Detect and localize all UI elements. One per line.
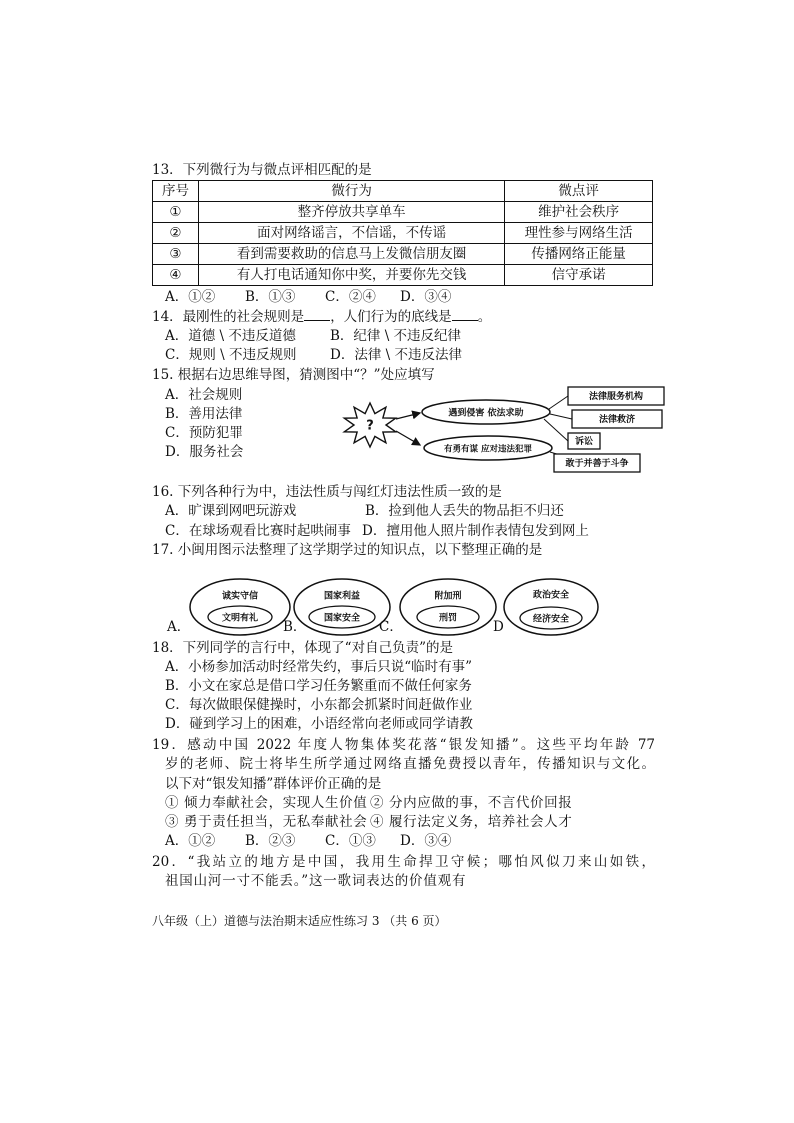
q20-stem-line: 20．“我站立的地方是中国，我用生命捍卫守候；哪怕风似刀来山如铁， (152, 854, 655, 870)
mind-map-connector (550, 414, 572, 419)
table-cell: 理性参与网络生活 (505, 223, 653, 244)
q15-option-c: C．预防犯罪 (165, 425, 243, 441)
q15-stem: 15. 根据右边思维导图，猜测图中“？”处应填写 (152, 367, 435, 383)
mind-map-arrow (396, 431, 420, 445)
q18-option-b: B．小文在家总是借口学习任务繁重而不做任何家务 (165, 678, 472, 694)
q17-a-outer-ellipse (190, 579, 290, 635)
q19-option-c: C．①③ (325, 833, 376, 849)
table-cell: 传播网络正能量 (505, 244, 653, 265)
mind-map-branch-label: 有勇有谋 应对违法犯罪 (444, 444, 532, 455)
table-cell: ② (153, 223, 199, 244)
q17-stem: 17. 小闽用图示法整理了这学期学过的知识点，以下整理正确的是 (152, 542, 543, 558)
q19-statement-2: ② 分内应做的事，不言代价回报 (370, 795, 573, 811)
q18-stem: 18．下列同学的言行中，体现了“对自己负责”的是 (152, 640, 453, 656)
q19-option-a: A．①② (165, 833, 216, 849)
q13-table (152, 180, 653, 286)
mind-map-arrow (396, 413, 420, 419)
mind-map-leaf-label: 法律服务机构 (588, 392, 644, 402)
q17-option-c-letter: C． (379, 619, 403, 635)
q18-option-d: D．碰到学习上的困难，小语经常向老师或同学请教 (165, 716, 473, 732)
q19-option-b: B．②③ (245, 833, 296, 849)
table-cell: 看到需要救助的信息马上发微信朋友圈 (198, 244, 504, 265)
q14-stem (152, 307, 491, 326)
q15-option-d: D．服务社会 (165, 444, 244, 460)
q14-stem-part: 14．最刚性的社会规则是 (152, 309, 305, 325)
q19-statement-1: ① 倾力奉献社会，实现人生价值 (165, 795, 368, 811)
q19-option-d: D．③④ (400, 833, 452, 849)
q17-a-outer-label: 诚实守信 (221, 591, 259, 602)
mind-map-connector (544, 419, 568, 441)
q17-c-inner-label: 刑罚 (438, 613, 458, 624)
q17-b-outer-label: 国家利益 (323, 591, 361, 602)
q15-option-a: A．社会规则 (165, 387, 243, 403)
q19-stem-line: 岁的老师、院士将毕生所学通过网络直播免费授以青年，传播知识与文化。 (165, 756, 655, 772)
answer-blank (304, 307, 330, 321)
q19-stem-line: 以下对“银发知播”群体评价正确的是 (165, 776, 382, 792)
q16-stem: 16. 下列各种行为中，违法性质与闯红灯违法性质一致的是 (152, 484, 502, 500)
table-cell: 面对网络谣言，不信谣，不传谣 (198, 223, 504, 244)
q14-stem-part: 。 (477, 309, 492, 325)
mind-map-branch-label: 遇到侵害 依法求助 (448, 408, 524, 419)
page-footer: 八年级（上）道德与法治期末适应性练习 3 （共 6 页） (152, 914, 447, 928)
table-header: 微点评 (505, 181, 653, 202)
q17-b-outer-ellipse (294, 579, 390, 635)
table-row (153, 202, 653, 223)
q17-c-outer-ellipse (400, 579, 496, 635)
q16-option-b: B．捡到他人丢失的物品拒不归还 (365, 503, 564, 519)
table-cell: ③ (153, 244, 199, 265)
q15-option-b: B．善用法律 (165, 406, 243, 422)
table-header: 序号 (153, 181, 199, 202)
q17-b-inner-label: 国家安全 (323, 613, 361, 624)
mind-map-connector (549, 396, 568, 409)
q14-option-c: C．规则 \ 不违反规则 (165, 347, 297, 363)
table-cell: 信守承诺 (505, 265, 653, 286)
mind-map-leaf-label: 敢于并善于斗争 (565, 459, 629, 469)
q16-option-c: C．在球场观看比赛时起哄闹事 (165, 523, 351, 539)
table-cell: 维护社会秩序 (505, 202, 653, 223)
q16-option-d: D．擅用他人照片制作表情包发到网上 (362, 523, 589, 539)
q14-option-b: B．纪律 \ 不违反纪律 (330, 328, 462, 344)
q17-a-inner-label: 文明有礼 (221, 613, 259, 624)
table-row (153, 265, 653, 286)
q16-option-a: A．旷课到网吧玩游戏 (165, 503, 297, 519)
mind-map-center-label: ? (366, 418, 374, 434)
q14-option-a: A．道德 \ 不违反道德 (165, 328, 296, 344)
answer-blank (452, 307, 478, 321)
q19-stem-line: 19．感动中国 2022 年度人物集体奖花落“银发知播”。这些平均年龄 77 (152, 737, 655, 753)
q13-option-b: B．①③ (245, 289, 296, 305)
q15-mind-map (340, 382, 670, 474)
q19-statement-3: ③ 勇于责任担当，无私奉献社会 (165, 814, 368, 830)
q17-d-outer-label: 政治安全 (532, 590, 570, 601)
q17-option-b-letter: B． (283, 619, 307, 635)
q13-option-a: A．①② (165, 289, 216, 305)
mind-map-leaf-label: 诉讼 (574, 437, 594, 447)
table-cell: 有人打电话通知你中奖，并要你先交钱 (198, 265, 504, 286)
q17-d-inner-label: 经济安全 (532, 614, 570, 625)
table-cell: ① (153, 202, 199, 223)
q14-stem-part: ，人们行为的底线是 (330, 309, 452, 325)
q17-option-d-letter: D (493, 619, 504, 635)
q17-option-a-letter: A． (167, 619, 191, 635)
q13-option-d: D．③④ (400, 289, 452, 305)
q17-c-outer-label: 附加刑 (434, 591, 462, 602)
table-cell: ④ (153, 265, 199, 286)
q18-option-a: A．小杨参加活动时经常失约，事后只说“临时有事” (165, 659, 473, 675)
table-row (153, 223, 653, 244)
q13-option-c: C．②④ (325, 289, 376, 305)
mind-map-leaf-label: 法律救济 (598, 415, 636, 425)
q14-option-d: D．法律 \ 不违反法律 (330, 347, 462, 363)
table-header: 微行为 (198, 181, 504, 202)
q19-statement-4: ④ 履行法定义务，培养社会人才 (370, 814, 573, 830)
q13-stem: 13．下列微行为与微点评相匹配的是 (152, 162, 372, 178)
q20-stem-line: 祖国山河一寸不能丢。”这一歌词表达的价值观有 (165, 873, 467, 889)
table-row (153, 244, 653, 265)
q18-option-c: C．每次做眼保健操时，小东都会抓紧时间赶做作业 (165, 697, 473, 713)
table-header-row (153, 181, 653, 202)
table-cell: 整齐停放共享单车 (198, 202, 504, 223)
